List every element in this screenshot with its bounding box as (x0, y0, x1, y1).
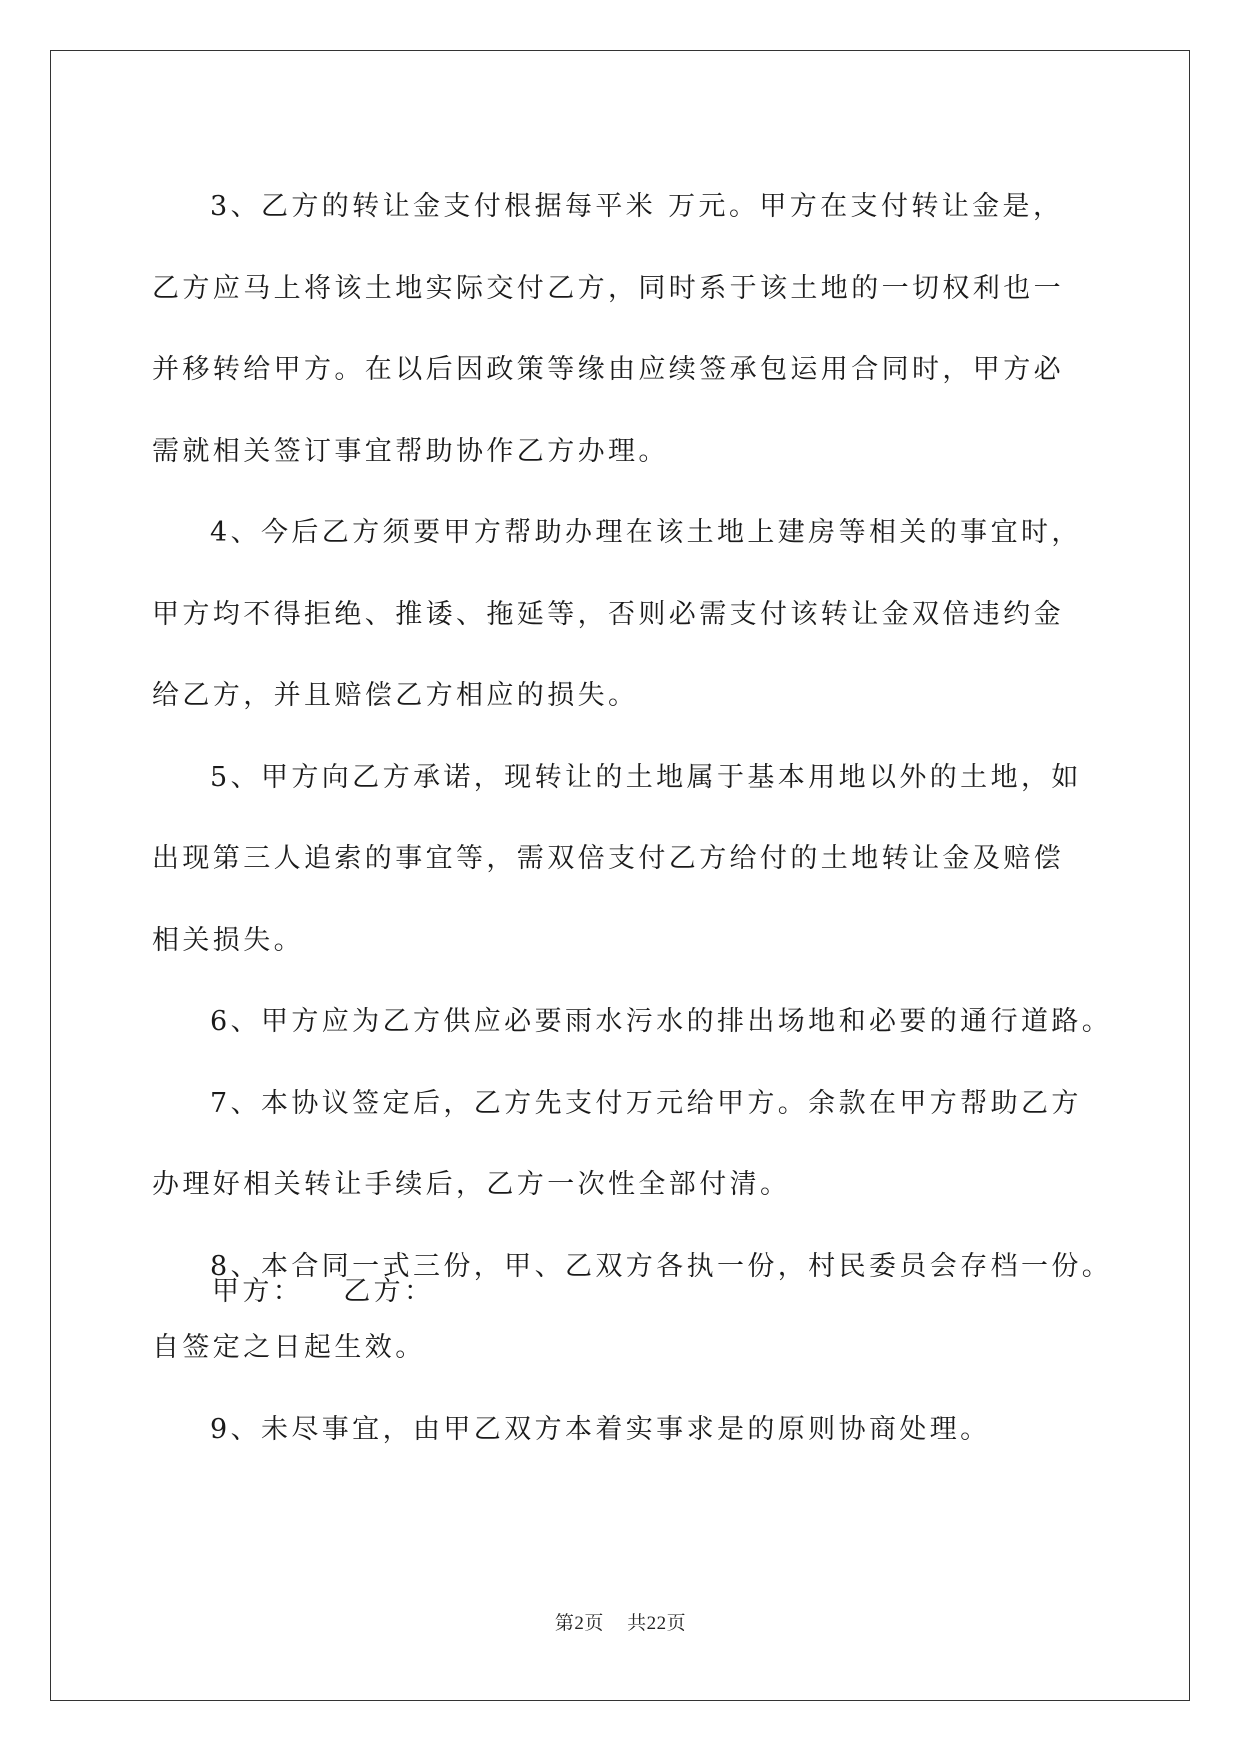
paragraph-line: 给乙方，并且赔偿乙方相应的损失。 (152, 680, 639, 711)
paragraph-line: 6、甲方应为乙方供应必要雨水污水的排出场地和必要的通行道路。 (210, 1006, 1113, 1037)
paragraph-line: 甲方均不得拒绝、推诿、拖延等，否则必需支付该转让金双倍违约金 (152, 598, 1064, 630)
paragraph-line: 3、乙方的转让金支付根据每平米 万元。甲方在支付转让金是， (210, 191, 1064, 222)
clause-5-paragraph (152, 737, 1092, 982)
page-total: 共22页 (627, 1613, 687, 1634)
paragraph-line: 出现第三人追索的事宜等，需双倍支付乙方给付的土地转让金及赔偿 (152, 843, 1064, 874)
paragraph-line: 8、本合同一式三份，甲、乙双方各执一份，村民委员会存档一份。 (210, 1250, 1113, 1282)
page-number: 第2页 (554, 1613, 604, 1634)
paragraph-line: 9、未尽事宜，由甲乙双方本着实事求是的原则协商处理。 (210, 1413, 991, 1445)
clause-6-paragraph (152, 981, 1113, 1063)
paragraph-line: 办理好相关转让手续后，乙方一次性全部付清。 (152, 1169, 791, 1200)
party-b-label: 乙方： (343, 1276, 435, 1307)
paragraph-line: 并移转给甲方。在以后因政策等缘由应续签承包运用合同时，甲方必 (152, 354, 1064, 385)
paragraph-line: 自签定之日起生效。 (152, 1332, 426, 1363)
paragraph-line: 乙方应马上将该土地实际交付乙方，同时系于该土地的一切权利也一 (152, 272, 1064, 304)
clause-7-paragraph (152, 1063, 1092, 1226)
clause-4-paragraph (152, 492, 1092, 737)
page-footer (0, 1608, 1241, 1635)
paragraph-line: 5、甲方向乙方承诺，现转让的土地属于基本用地以外的土地，如 (210, 761, 1082, 793)
paragraph-line: 相关损失。 (152, 924, 304, 956)
paragraph-line: 需就相关签订事宜帮助协作乙方办理。 (152, 435, 669, 467)
clause-9-paragraph (152, 1389, 1092, 1471)
paragraph-line: 7、本协议签定后，乙方先支付万元给甲方。余款在甲方帮助乙方 (210, 1087, 1082, 1119)
clause-3-paragraph (152, 166, 1092, 492)
signature-row (212, 1251, 434, 1333)
party-a-label: 甲方： (212, 1276, 304, 1307)
paragraph-line: 4、今后乙方须要甲方帮助办理在该土地上建房等相关的事宜时， (210, 517, 1082, 548)
